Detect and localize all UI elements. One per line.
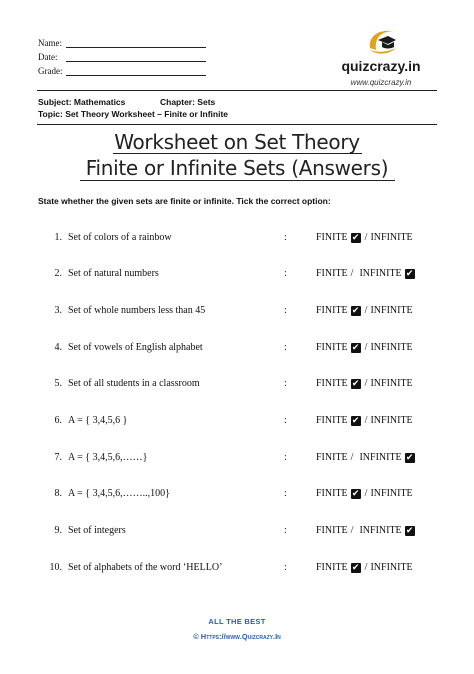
question-row: [0, 305, 474, 321]
question-colon: :: [284, 488, 287, 499]
question-row: [0, 562, 474, 578]
title-line-1: Worksheet on Set Theory: [114, 130, 360, 154]
checkmark-icon: ✔: [351, 342, 360, 353]
question-number: 2.: [54, 268, 62, 279]
name-blank-line: [66, 38, 206, 48]
answer-options: [316, 562, 413, 573]
instruction-text: State whether the given sets are finite or infinite. Tick the correct option:: [38, 196, 331, 206]
question-row: [0, 415, 474, 431]
question-text: Set of whole numbers less than 45: [68, 305, 206, 316]
option-separator: /: [364, 305, 368, 316]
question-colon: :: [284, 232, 287, 243]
checkmark-icon: ✔: [351, 562, 360, 573]
question-text: Set of alphabets of the word ‘HELLO’: [68, 562, 223, 573]
answer-options: [316, 488, 413, 499]
question-number: 4.: [54, 342, 62, 353]
title-1-underline: [113, 153, 362, 154]
quizcrazy-logo: [326, 26, 436, 90]
question-text: Set of vowels of English alphabet: [68, 342, 203, 353]
name-field: [38, 38, 206, 48]
option-separator: /: [350, 268, 354, 279]
question-row: [0, 342, 474, 358]
option-infinite: INFINITE: [359, 452, 402, 463]
option-infinite: INFINITE: [370, 488, 413, 499]
title-line-2: Finite or Infinite Sets (Answers): [85, 156, 389, 180]
date-blank-line: [66, 52, 206, 62]
option-finite: FINITE: [316, 305, 348, 316]
question-number: 9.: [54, 525, 62, 536]
question-number: 7.: [54, 452, 62, 463]
logo-url: www.quizcrazy.in: [350, 78, 412, 87]
question-colon: :: [284, 342, 287, 353]
option-infinite: INFINITE: [359, 525, 402, 536]
header-divider: [37, 90, 437, 91]
question-row: [0, 452, 474, 468]
question-number: 6.: [54, 415, 62, 426]
question-text: Set of natural numbers: [68, 268, 159, 279]
answer-options: [316, 232, 413, 243]
question-colon: :: [284, 525, 287, 536]
option-separator: /: [364, 232, 368, 243]
question-number: 3.: [54, 305, 62, 316]
option-separator: /: [364, 342, 368, 353]
answer-options: [316, 268, 417, 279]
option-separator: /: [364, 415, 368, 426]
checkmark-icon: ✔: [405, 525, 414, 536]
option-finite: FINITE: [316, 232, 348, 243]
title-2-underline: [80, 180, 395, 181]
answer-options: [316, 305, 413, 316]
option-separator: /: [364, 378, 368, 389]
option-infinite: INFINITE: [370, 415, 413, 426]
option-finite: FINITE: [316, 525, 348, 536]
checkmark-icon: ✔: [405, 268, 414, 279]
grade-blank-line: [66, 66, 206, 76]
question-number: 1.: [54, 232, 62, 243]
question-number: 10.: [49, 562, 62, 573]
subject-chapter-row: [38, 97, 216, 107]
option-separator: /: [350, 525, 354, 536]
option-infinite: INFINITE: [370, 378, 413, 389]
option-infinite: INFINITE: [370, 562, 413, 573]
question-colon: :: [284, 562, 287, 573]
mortarboard-swoosh-icon: [364, 26, 398, 58]
date-label: Date:: [38, 52, 58, 62]
option-separator: /: [364, 488, 368, 499]
option-finite: FINITE: [316, 488, 348, 499]
checkmark-icon: ✔: [405, 452, 414, 463]
option-finite: FINITE: [316, 378, 348, 389]
date-field: [38, 52, 206, 62]
option-finite: FINITE: [316, 342, 348, 353]
question-row: [0, 525, 474, 541]
question-row: [0, 488, 474, 504]
question-text: A = { 3,4,5,6 }: [68, 415, 128, 426]
checkmark-icon: ✔: [351, 378, 360, 389]
question-colon: :: [284, 378, 287, 389]
answer-options: [316, 525, 417, 536]
answer-options: [316, 378, 413, 389]
grade-label: Grade:: [38, 66, 63, 76]
chapter-text: Chapter: Sets: [160, 97, 216, 107]
checkmark-icon: ✔: [351, 415, 360, 426]
question-colon: :: [284, 305, 287, 316]
question-text: A = { 3,4,5,6,……}: [68, 452, 148, 463]
question-row: [0, 232, 474, 248]
option-infinite: INFINITE: [370, 232, 413, 243]
question-number: 8.: [54, 488, 62, 499]
option-finite: FINITE: [316, 452, 348, 463]
grade-field: [38, 66, 206, 76]
option-finite: FINITE: [316, 415, 348, 426]
question-row: [0, 268, 474, 284]
question-text: Set of integers: [68, 525, 126, 536]
answer-options: [316, 415, 413, 426]
option-infinite: INFINITE: [359, 268, 402, 279]
question-colon: :: [284, 415, 287, 426]
question-text: Set of colors of a rainbow: [68, 232, 172, 243]
footer-copyright: © Https://www.Quizcrazy.In: [193, 632, 281, 641]
option-infinite: INFINITE: [370, 342, 413, 353]
footer-greeting: ALL THE BEST: [208, 617, 266, 626]
checkmark-icon: ✔: [351, 232, 360, 243]
meta-divider: [37, 124, 437, 125]
question-row: [0, 378, 474, 394]
option-infinite: INFINITE: [370, 305, 413, 316]
answer-options: [316, 342, 413, 353]
name-label: Name:: [38, 38, 62, 48]
option-separator: /: [350, 452, 354, 463]
option-finite: FINITE: [316, 268, 348, 279]
topic-text: Topic: Set Theory Worksheet – Finite or Infinite: [38, 109, 229, 119]
option-separator: /: [364, 562, 368, 573]
question-number: 5.: [54, 378, 62, 389]
option-finite: FINITE: [316, 562, 348, 573]
answer-options: [316, 452, 417, 463]
checkmark-icon: ✔: [351, 488, 360, 499]
question-text: Set of all students in a classroom: [68, 378, 200, 389]
logo-wordmark: quizcrazy.in: [341, 58, 421, 74]
checkmark-icon: ✔: [351, 305, 360, 316]
subject-text: Subject: Mathematics: [38, 97, 126, 107]
question-colon: :: [284, 452, 287, 463]
question-colon: :: [284, 268, 287, 279]
question-text: A = { 3,4,5,6,……..,100}: [68, 488, 170, 499]
